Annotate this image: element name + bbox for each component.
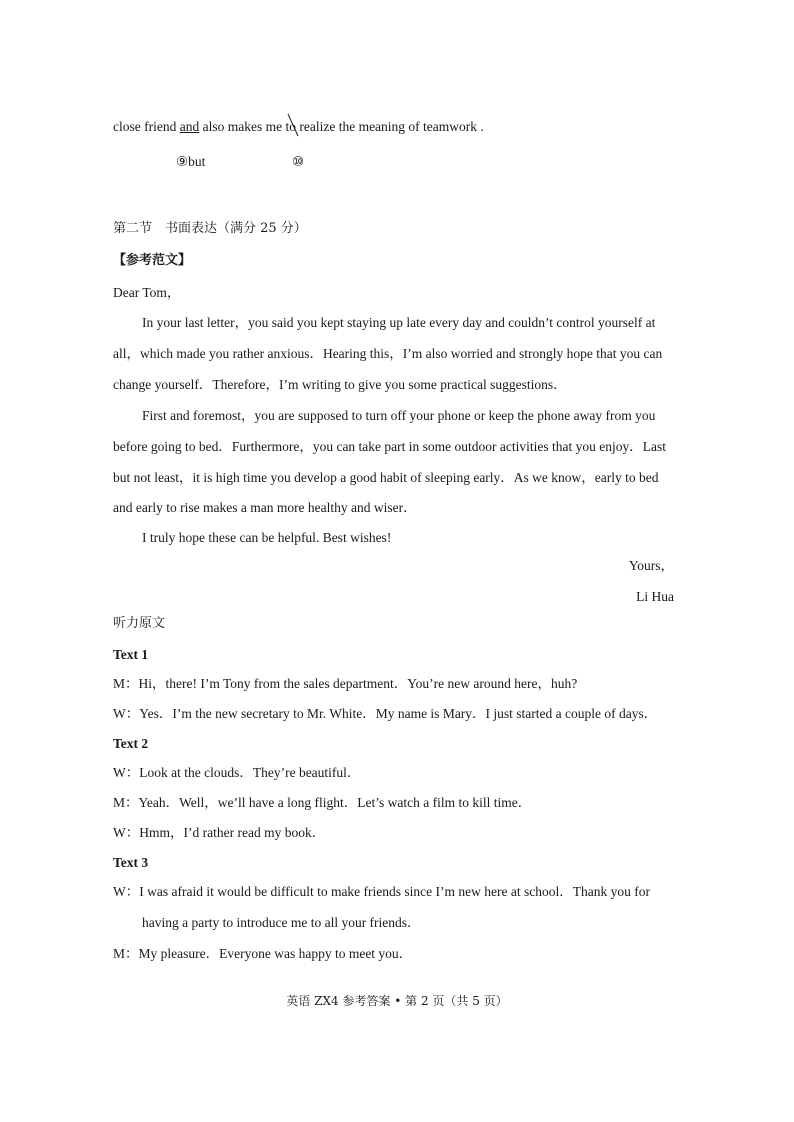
letter-line: but not least，it is high time you develop a good habit of sleeping early．As we know，early to bed <box>113 470 659 485</box>
dialogue-line: W：I was afraid it would be difficult to make friends since I’m new here at school．Thank you for <box>113 884 650 899</box>
letter-greeting: Dear Tom， <box>113 285 181 300</box>
letter-closing: Yours， <box>628 558 674 573</box>
dialogue-line: W：Yes．I’m the new secretary to Mr. White．My name is Mary．I just started a couple of days． <box>113 706 658 721</box>
dialogue-line: M：Hi，there! I’m Tony from the sales department．You’re new around here，huh? <box>113 676 578 691</box>
text-label: Text 3 <box>113 855 149 870</box>
dialogue-line: W：Look at the clouds．They’re beautiful． <box>113 765 361 780</box>
correction-text-a: close friend <box>113 119 180 134</box>
dialogue-line: M：My pleasure．Everyone was happy to meet you． <box>113 946 413 961</box>
dialogue-line: M：Yeah．Well，we’ll have a long flight．Let’s watch a film to kill time． <box>113 795 532 810</box>
correction-mark-10: ⑩ <box>292 154 305 169</box>
struck-word: to <box>285 119 296 134</box>
letter-signature: Li Hua <box>636 589 674 604</box>
letter-line: First and foremost，you are supposed to turn off your phone or keep the phone away from you <box>142 408 656 423</box>
deletion-slash-icon <box>286 112 300 138</box>
letter-line: change yourself．Therefore，I’m writing to give you some practical suggestions． <box>113 377 567 392</box>
letter-line: and early to rise makes a man more healthy and wiser． <box>113 500 417 515</box>
text-label: Text 1 <box>113 647 149 662</box>
correction-mark-9: ⑨but <box>176 154 206 169</box>
correction-line <box>113 118 484 136</box>
dialogue-line: having a party to introduce me to all your friends． <box>142 915 421 930</box>
text-label: Text 2 <box>113 736 149 751</box>
underlined-word: and <box>179 119 200 134</box>
letter-line: before going to bed．Furthermore，you can take part in some outdoor activities that you enjoy．Last <box>113 439 666 454</box>
section-title: 第二节 书面表达（满分 25 分） <box>113 221 307 236</box>
correction-text-c: realize the meaning of teamwork . <box>295 119 484 134</box>
dialogue-line: W：Hmm，I’d rather read my book． <box>113 825 326 840</box>
letter-line: I truly hope these can be helpful. Best wishes! <box>142 530 392 545</box>
listening-title: 听力原文 <box>113 616 166 631</box>
letter-line: all，which made you rather anxious．Hearing this，I’m also worried and strongly hope that you can <box>113 346 663 361</box>
page-footer: 英语 ZX4 参考答案 • 第 2 页（共 5 页） <box>286 994 508 1008</box>
letter-line: In your last letter，you said you kept staying up late every day and couldn’t control yourself at <box>142 315 656 330</box>
correction-text-b: also makes me <box>199 119 286 134</box>
sample-label: 【参考范文】 <box>113 253 192 268</box>
struck-word-wrap <box>285 118 296 136</box>
